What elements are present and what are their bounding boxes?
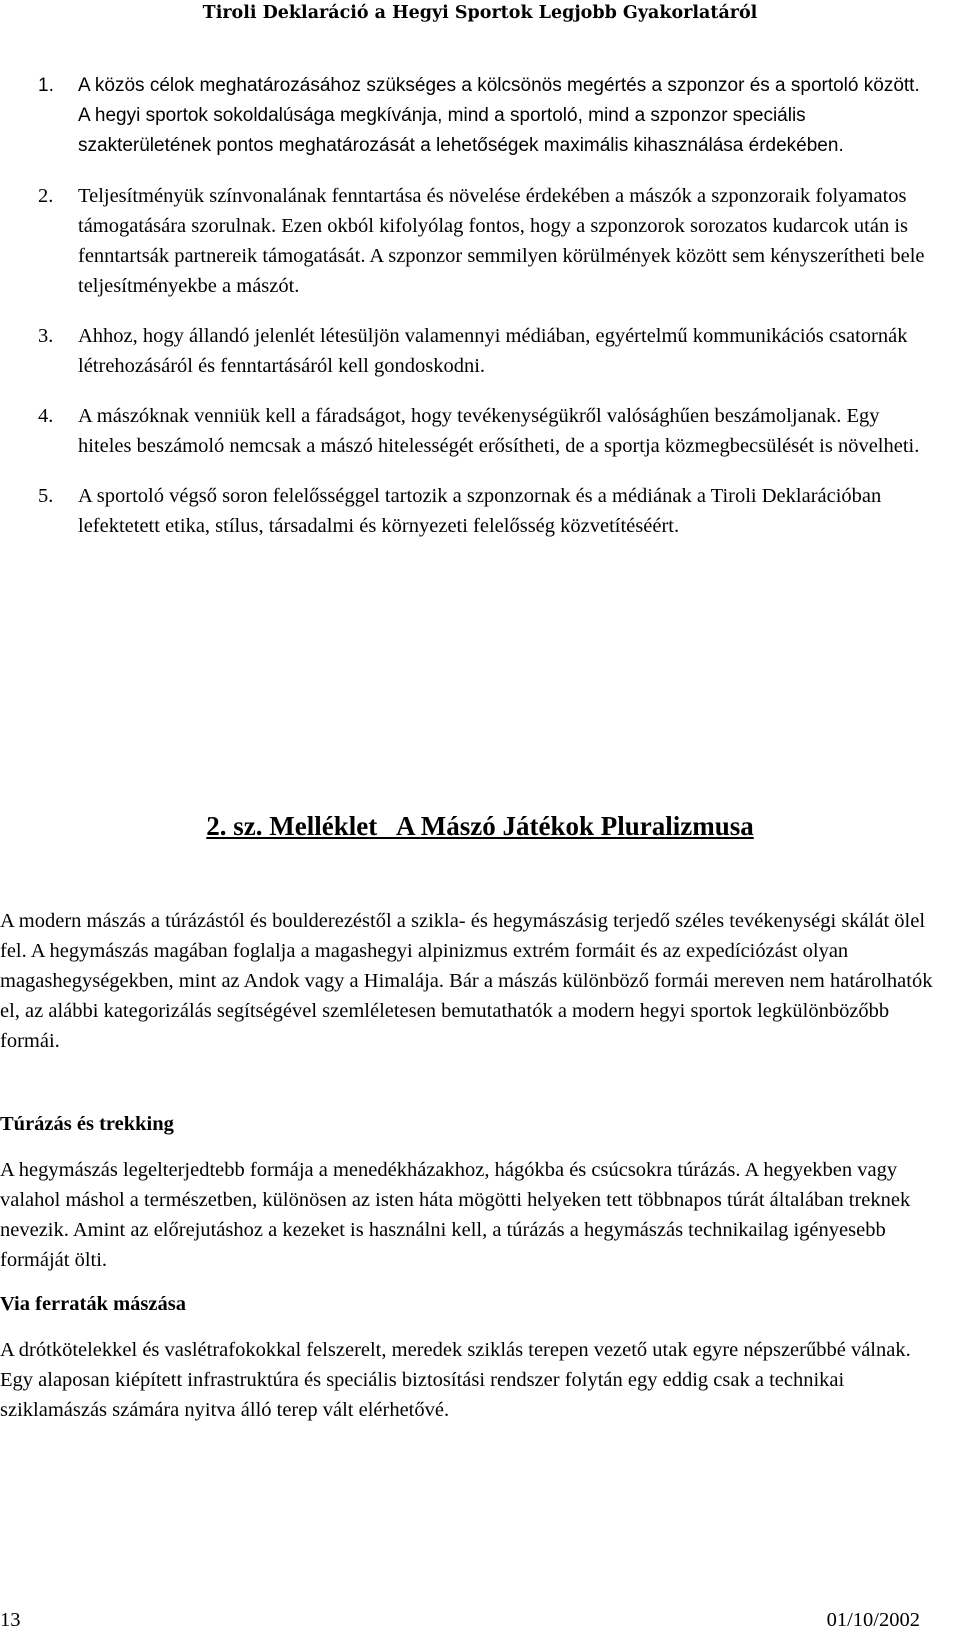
section-text-via-ferrata: A drótkötelekkel és vaslétrafokokkal felszerelt, meredek sziklás terepen vezető utak egyre népszerűbbé válnak. Egy alaposan kiépített infrastruktúra és speciális biztosítási rendszer folytán egy eddig csak a technikai sziklamászás számára nyitva álló terep vált elérhetővé. [0, 1339, 911, 1421]
list-item [38, 481, 928, 541]
list-item-number: 2. [38, 185, 54, 207]
list-item-text: A sportoló végső soron felelősséggel tartozik a szponzornak és a médiának a Tiroli Deklarációban lefektetett etika, stílus, társadalmi és környezeti felelősség közvetítéséért. [78, 485, 882, 537]
annex-intro-text: A modern mászás a túrázástól és boulderezéstől a szikla- és hegymászásig terjedő széles tevékenységi skálát ölel fel. A hegymászás magában foglalja a magashegyi alpinizmus extrém formáit és az expedíciózást olyan magashegységekben, mint az Andok vagy a Himalája. Bár a mászás különböző formái mereven nem határolhatók el, az alábbi kategorizálás segítségével szemléletesen bemutathatók a modern hegyi sportok legkülönbözőbb formái. [0, 910, 933, 1052]
running-header: Tiroli Deklaráció a Hegyi Sportok Legjobb Gyakorlatáról [202, 3, 758, 23]
list-item-text: Teljesítményük színvonalának fenntartása és növelése érdekében a mászók a szponzoraik folyamatos támogatására szorulnak. Ezen okból kifolyólag fontos, hogy a szponzorok sorozatos kudarcok után is fenntartsák partnereik támogatását. A szponzor semmilyen körülmények között sem kényszerítheti bele teljesítményekbe a mászót. [78, 185, 925, 297]
annex-title: 2. sz. Melléklet A Mászó Játékok Pluralizmusa [206, 811, 754, 841]
numbered-list [38, 71, 928, 561]
list-item-number: 1. [38, 75, 54, 96]
list-item-text: A mászóknak venniük kell a fáradságot, hogy tevékenységükről valósághűen beszámoljanak. Egy hiteles beszámoló nemcsak a mászó hitelességét erősítheti, de a sportja közmegbecsülését is növelheti. [78, 405, 920, 457]
annex-intro [0, 906, 940, 1056]
footer-date: 01/10/2002 [826, 1609, 920, 1631]
list-item [38, 71, 928, 161]
list-item-number: 4. [38, 405, 54, 427]
section-heading-via-ferrata: Via ferraták mászása [0, 1293, 186, 1315]
list-item [38, 401, 928, 461]
section-body-via-ferrata [0, 1335, 940, 1425]
list-item-text: Ahhoz, hogy állandó jelenlét létesüljön valamennyi médiában, egyértelmű kommunikációs csatornák létrehozásáról és fenntartásáról kell gondoskodni. [78, 325, 908, 377]
section-body-hiking [0, 1155, 940, 1275]
list-item [38, 181, 928, 301]
page-number: 13 [0, 1609, 21, 1631]
section-heading-hiking: Túrázás és trekking [0, 1113, 174, 1135]
list-item-number: 3. [38, 325, 54, 347]
list-item [38, 321, 928, 381]
list-item-text: A közös célok meghatározásához szükséges a kölcsönös megértés a szponzor és a sportoló között. A hegyi sportok sokoldalúsága megkívánja, mind a sportoló, mind a szponzor speciális szakterületének pontos meghatározását a lehetőségek maximális kihasználása érdekében. [78, 75, 920, 156]
section-text-hiking: A hegymászás legelterjedtebb formája a menedékházakhoz, hágókba és csúcsokra túrázás. A hegyekben vagy valahol máshol a természetben, különösen az isten háta mögötti helyeken tett többnapos túrát általában treknek nevezik. Amint az előrejutáshoz a kezeket is használni kell, a túrázás a hegymászás technikailag igényesebb formáját ölti. [0, 1159, 911, 1271]
list-item-number: 5. [38, 485, 54, 507]
